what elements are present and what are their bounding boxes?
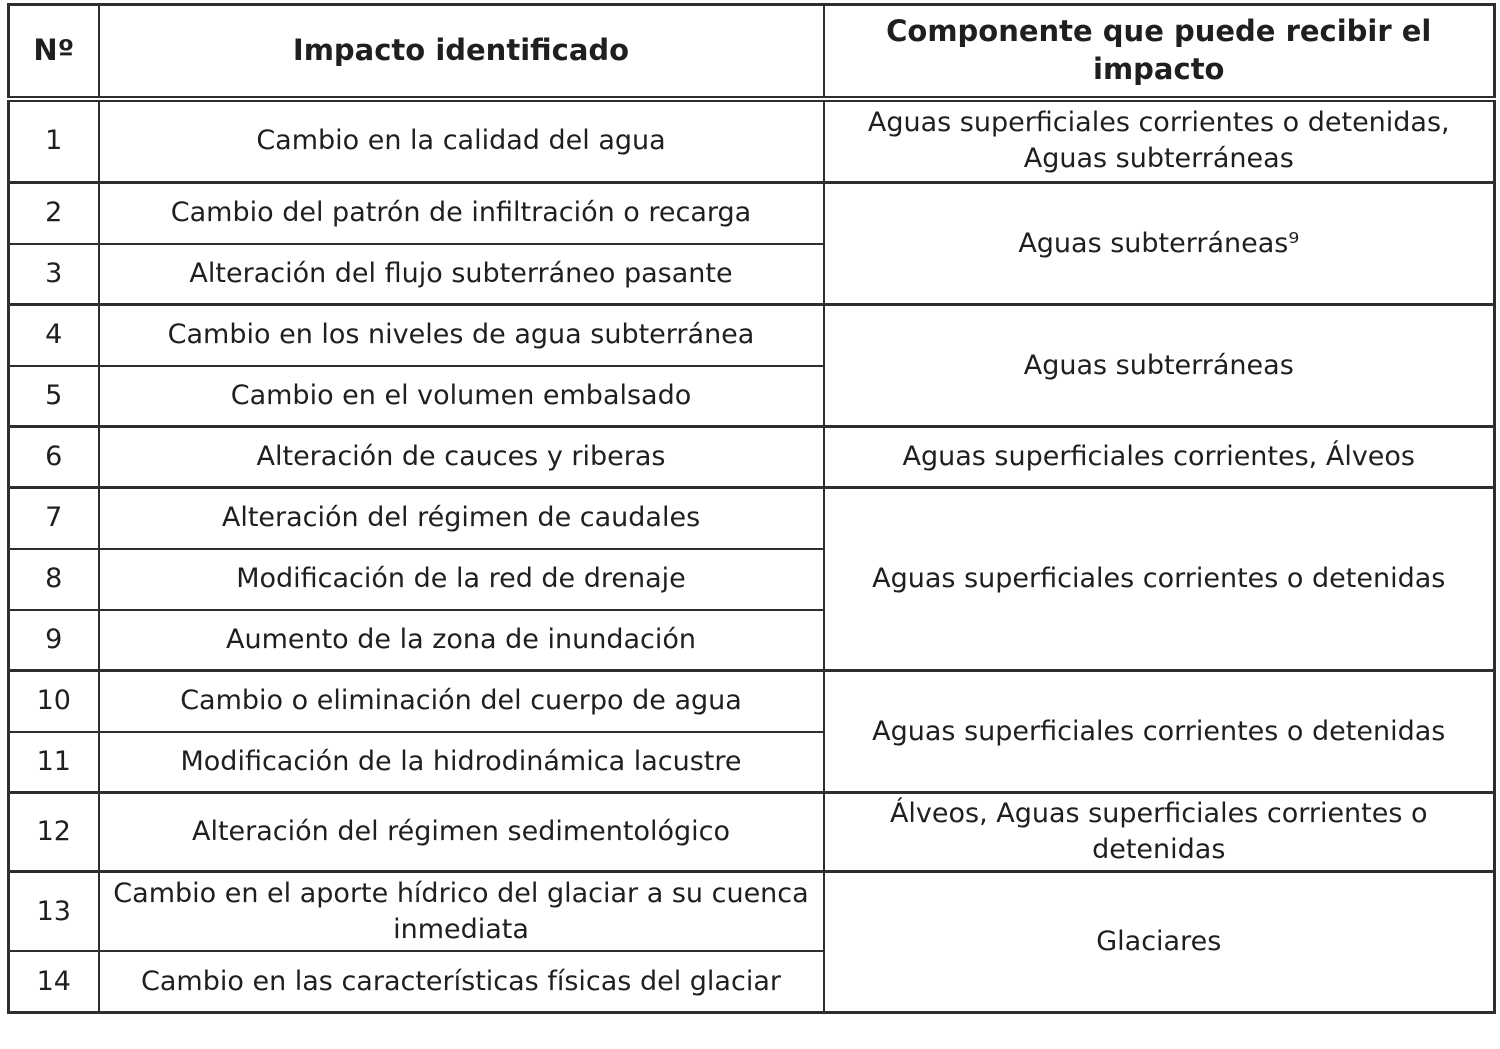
impact-cell: Alteración del flujo subterráneo pasante bbox=[99, 244, 824, 305]
row-number-cell: 13 bbox=[9, 871, 99, 951]
table-row bbox=[9, 99, 1495, 183]
row-number-cell: 12 bbox=[9, 793, 99, 872]
component-cell: Aguas superficiales corrientes o detenidas, Aguas subterráneas bbox=[824, 99, 1495, 183]
impact-cell: Cambio en las características físicas del glaciar bbox=[99, 951, 824, 1012]
component-cell: Glaciares bbox=[824, 871, 1495, 1012]
table-row bbox=[9, 183, 1495, 244]
impact-cell: Cambio en el aporte hídrico del glaciar a su cuenca inmediata bbox=[99, 871, 824, 951]
component-cell: Álveos, Aguas superficiales corrientes o detenidas bbox=[824, 793, 1495, 872]
impact-cell: Cambio o eliminación del cuerpo de agua bbox=[99, 671, 824, 732]
row-number-cell: 6 bbox=[9, 427, 99, 488]
row-number-cell: 11 bbox=[9, 732, 99, 793]
table-row bbox=[9, 305, 1495, 366]
row-number-cell: 4 bbox=[9, 305, 99, 366]
impact-table bbox=[7, 3, 1496, 1014]
table-body bbox=[9, 99, 1495, 1013]
table-row bbox=[9, 871, 1495, 951]
row-number-cell: 3 bbox=[9, 244, 99, 305]
component-cell: Aguas superficiales corrientes o detenidas bbox=[824, 671, 1495, 793]
component-cell: Aguas superficiales corrientes, Álveos bbox=[824, 427, 1495, 488]
component-cell: Aguas subterráneas bbox=[824, 305, 1495, 427]
impact-cell: Cambio del patrón de infiltración o recarga bbox=[99, 183, 824, 244]
table-row bbox=[9, 793, 1495, 872]
row-number-cell: 8 bbox=[9, 549, 99, 610]
impact-cell: Alteración del régimen de caudales bbox=[99, 488, 824, 549]
table-header bbox=[9, 5, 1495, 99]
impact-cell: Cambio en la calidad del agua bbox=[99, 99, 824, 183]
header-row bbox=[9, 5, 1495, 99]
table-row bbox=[9, 427, 1495, 488]
row-number-cell: 2 bbox=[9, 183, 99, 244]
table-row bbox=[9, 671, 1495, 732]
impact-cell: Alteración de cauces y riberas bbox=[99, 427, 824, 488]
component-cell: Aguas subterráneas⁹ bbox=[824, 183, 1495, 305]
row-number-cell: 7 bbox=[9, 488, 99, 549]
header-num: Nº bbox=[9, 5, 99, 99]
component-cell: Aguas superficiales corrientes o detenidas bbox=[824, 488, 1495, 671]
header-impact: Impacto identificado bbox=[99, 5, 824, 99]
impact-cell: Cambio en los niveles de agua subterránea bbox=[99, 305, 824, 366]
row-number-cell: 10 bbox=[9, 671, 99, 732]
row-number-cell: 1 bbox=[9, 99, 99, 183]
impact-cell: Aumento de la zona de inundación bbox=[99, 610, 824, 671]
impact-cell: Cambio en el volumen embalsado bbox=[99, 366, 824, 427]
impact-cell: Modificación de la hidrodinámica lacustre bbox=[99, 732, 824, 793]
row-number-cell: 9 bbox=[9, 610, 99, 671]
header-component: Componente que puede recibir el impacto bbox=[824, 5, 1495, 99]
impact-cell: Modificación de la red de drenaje bbox=[99, 549, 824, 610]
table-row bbox=[9, 488, 1495, 549]
impact-cell: Alteración del régimen sedimentológico bbox=[99, 793, 824, 872]
row-number-cell: 5 bbox=[9, 366, 99, 427]
row-number-cell: 14 bbox=[9, 951, 99, 1012]
